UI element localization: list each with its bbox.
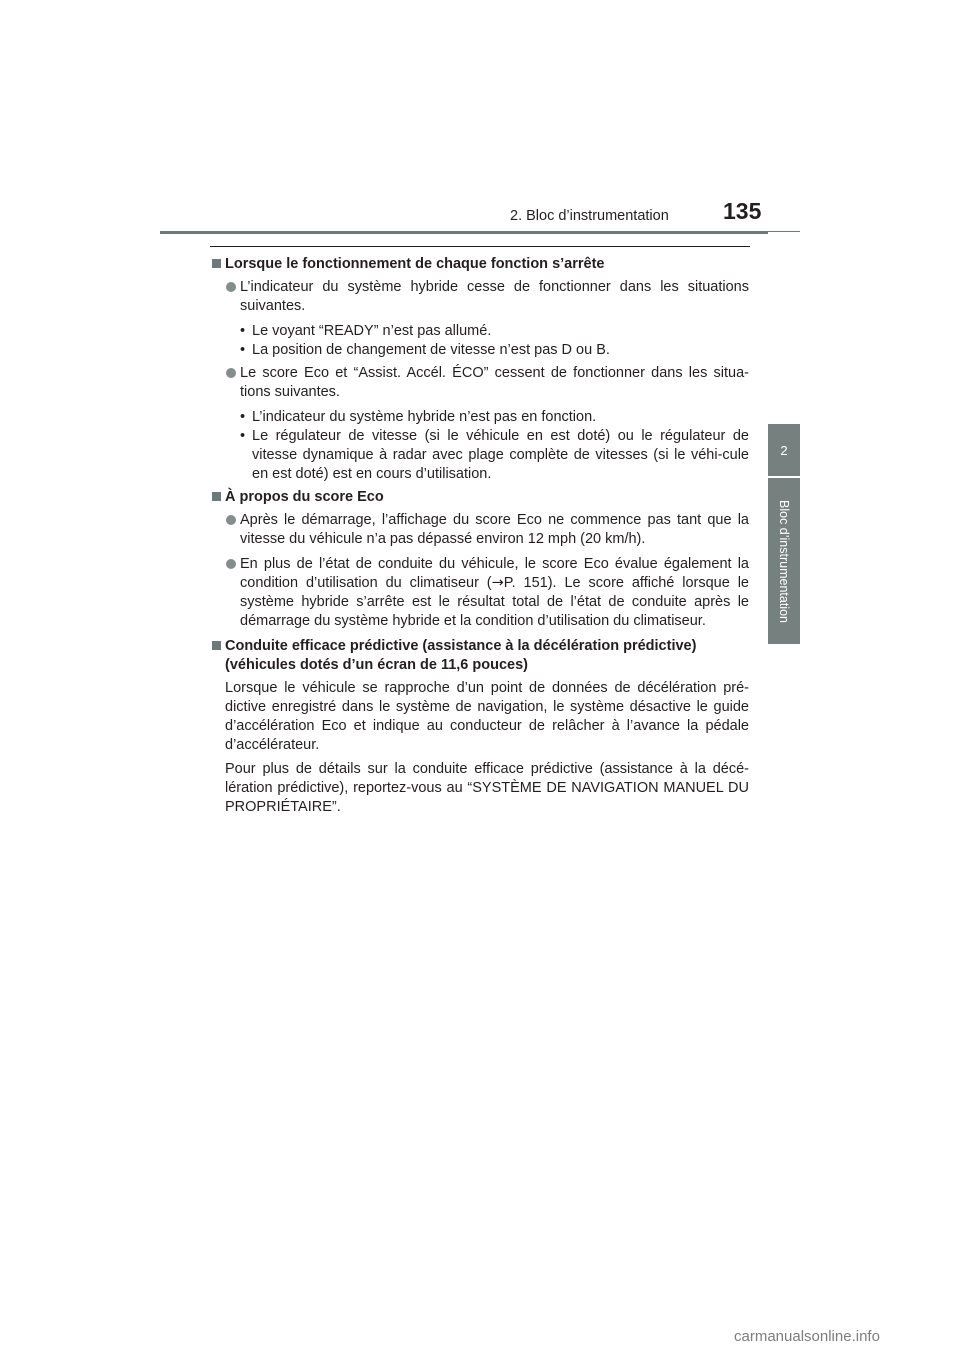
sub-list	[212, 408, 749, 484]
heading-function-stop	[212, 255, 749, 274]
side-tab-chapter-label: Bloc d’instrumentation	[777, 499, 791, 623]
circle-bullet-icon	[226, 368, 236, 378]
content-top-rule	[210, 246, 750, 247]
header-rule	[160, 231, 800, 234]
square-bullet-icon	[212, 641, 221, 650]
page-reference-arrow-icon: →	[491, 575, 504, 591]
bullet-item	[212, 364, 749, 402]
bullet-text: Après le démarrage, l’affichage du score Eco ne commence pas tant que la vitesse du véhicule n’a pas dépassé environ 12 mph (20 km/h).	[240, 512, 749, 547]
sub-item-text: L’indicateur du système hybride n’est pas en fonction.	[252, 409, 597, 425]
sub-item-text: Le voyant “READY” n’est pas allumé.	[252, 323, 492, 339]
heading-text: Lorsque le fonctionnement de chaque fonction s’arrête	[225, 256, 605, 272]
bullet-item	[212, 511, 749, 549]
sub-item-text: Le régulateur de vitesse (si le véhicule en est doté) ou le régulateur de vitesse dynamique à radar avec plage complète de vitesses (si le véhi-cule en est doté) est en cours d’utilisation.	[252, 428, 749, 482]
circle-bullet-icon	[226, 559, 236, 569]
sub-item	[212, 408, 749, 427]
square-bullet-icon	[212, 492, 221, 501]
sub-bullet-mark: •	[240, 323, 246, 339]
content-body	[212, 255, 749, 822]
bullet-item	[212, 278, 749, 316]
heading-predictive-eco-driving	[212, 637, 749, 675]
bullet-text-start: En plus de l’état de conduite du véhicule, le score Eco évalue également la condition d’utilisation du climatiseur (	[240, 556, 749, 591]
sub-list	[212, 322, 749, 360]
square-bullet-icon	[212, 259, 221, 268]
circle-bullet-icon	[226, 282, 236, 292]
sub-bullet-mark: •	[240, 342, 246, 358]
side-tab-chapter-number: 2	[768, 424, 800, 476]
bullet-text: Le score Eco et “Assist. Accél. ÉCO” cessent de fonctionner dans les situa-tions suivantes.	[240, 365, 749, 400]
header-section-title: 2. Bloc d’instrumentation	[510, 208, 669, 224]
circle-bullet-icon	[226, 515, 236, 525]
bullet-item	[212, 555, 749, 631]
sub-item-text: La position de changement de vitesse n’est pas D ou B.	[252, 342, 610, 358]
page-number: 135	[723, 198, 762, 224]
side-tab-label-wrap	[768, 478, 800, 644]
bullet-text-end: P. 151). Le score affiché lorsque le système hybride s’arrête est le résultat total de l’état de conduite après le démarrage du système hybride et la condition d’utilisation du climatiseur.	[240, 575, 749, 629]
bullet-text: L’indicateur du système hybride cesse de fonctionner dans les situations suivantes.	[240, 279, 749, 314]
sub-bullet-mark: •	[240, 409, 246, 425]
sub-item	[212, 322, 749, 341]
heading-text: À propos du score Eco	[225, 489, 384, 505]
sub-item	[212, 427, 749, 484]
sub-item	[212, 341, 749, 360]
footer-watermark: carmanualsonline.info	[734, 1328, 880, 1345]
heading-text: Conduite efficace prédictive (assistance à la décélération prédictive) (véhicules dotés d’un écran de 11,6 pouces)	[225, 638, 697, 673]
sub-bullet-mark: •	[240, 428, 246, 444]
side-tab-top	[768, 232, 800, 422]
paragraph: Pour plus de détails sur la conduite efficace prédictive (assistance à la décé-lération prédictive), reportez-vous au “SYSTÈME DE NAVIGATION MANUEL DU PROPRIÉTAIRE”.	[225, 761, 749, 815]
heading-eco-score	[212, 488, 749, 507]
paragraph: Lorsque le véhicule se rapproche d’un point de données de décélération pré-dictive enregistré dans le système de navigation, le système désactive le guide d’accélération Eco et indique au conducteur de relâcher à l’avance la pédale d’accélérateur.	[225, 680, 749, 753]
